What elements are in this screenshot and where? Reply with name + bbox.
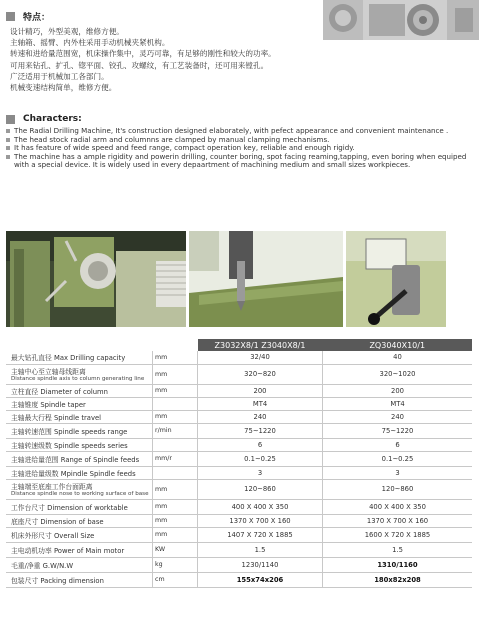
spec-value-model-1: 1407 X 720 X 1885: [198, 527, 323, 542]
spec-table: [6, 339, 472, 588]
spec-name-cell: [6, 514, 153, 527]
spec-value-model-2: 120~860: [323, 479, 473, 499]
machine-photo-headstock: [6, 231, 186, 327]
spec-table-body: [6, 351, 472, 587]
spec-header-model-1: Z3032X8/1 Z3040X8/1: [198, 339, 323, 351]
spec-name-cell: [6, 499, 153, 514]
spec-name-cell: [6, 364, 153, 384]
spec-name-en: Range of Spindle feeds: [60, 455, 140, 464]
spec-value-model-2: 6: [323, 438, 473, 451]
machine-photo-handle: [346, 231, 446, 327]
spec-name-cell: [6, 542, 153, 557]
spec-value-model-1: 1230/1140: [198, 557, 323, 572]
spec-value-model-2: MT4: [323, 397, 473, 410]
spec-name-cell: [6, 479, 153, 499]
spec-value-model-2: 400 X 400 X 350: [323, 499, 473, 514]
spec-name-cn: 主轴锥度: [11, 400, 39, 409]
spec-name-cn: 主轴转速级数: [11, 441, 52, 450]
spec-value-model-2: 1600 X 720 X 1885: [323, 527, 473, 542]
spec-value-model-1: 32/40: [198, 351, 323, 364]
spec-name-cn: 立柱直径: [11, 387, 39, 396]
spec-name-cell: [6, 557, 153, 572]
features-line: 转速和进给量范围宽，机床操作集中，灵巧可靠，有足够的刚性和较大的功率。: [10, 49, 276, 59]
table-row: [6, 542, 472, 557]
spec-unit-cell: mm/r: [153, 451, 198, 466]
spec-value-model-2: 3: [323, 466, 473, 479]
table-row: [6, 514, 472, 527]
spec-value-model-1: 1.5: [198, 542, 323, 557]
square-bullet-icon: [6, 115, 15, 124]
spec-value-model-1: 3: [198, 466, 323, 479]
spec-name-en: Spindle speeds range: [53, 427, 128, 436]
spec-unit-cell: r/min: [153, 423, 198, 438]
table-row: [6, 451, 472, 466]
characters-item: It has feature of wide speed and feed range, compact operation key, reliable and enough rigidy.: [6, 144, 476, 153]
spec-name-cell: [6, 384, 153, 397]
table-row: [6, 527, 472, 542]
spec-name-cn: 机床外形尺寸: [11, 531, 52, 540]
spec-unit-cell: [153, 466, 198, 479]
spec-unit-cell: [153, 397, 198, 410]
spec-value-model-1: 400 X 400 X 350: [198, 499, 323, 514]
spec-value-model-1: 320~820: [198, 364, 323, 384]
spec-header-unit-blank: [153, 339, 198, 351]
characters-item: The machine has a ample rigidity and powerin drilling, counter boring, spot facing reaming,tapping, even boring when equiped with a special device. It is widely used in every depaartment of machining medium and small sizes workpieces.: [6, 153, 476, 170]
spec-name-cn: 主轴最大行程: [11, 413, 52, 422]
spec-value-model-2: 200: [323, 384, 473, 397]
spec-unit-cell: mm: [153, 351, 198, 364]
spec-name-en: Diameter of column: [40, 387, 108, 396]
spec-value-model-1: MT4: [198, 397, 323, 410]
features-line: 主轴箱、摇臂、内外柱采用手动机械夹紧机构。: [10, 38, 170, 48]
spec-unit-cell: mm: [153, 499, 198, 514]
spec-name-cn: 包装尺寸: [11, 576, 39, 585]
spec-unit-cell: mm: [153, 514, 198, 527]
top-banner-photo: [323, 0, 479, 40]
spec-name-cn: 工作台尺寸: [11, 503, 45, 512]
spec-value-model-1: 120~860: [198, 479, 323, 499]
spec-name-en: G.W/N.W: [42, 561, 74, 570]
spec-value-model-2: 180x82x208: [323, 572, 473, 587]
table-row: [6, 384, 472, 397]
spec-name-cn: 主轴中心至立轴母线距离: [11, 368, 86, 376]
machine-photo-table: [189, 231, 343, 327]
spec-unit-cell: mm: [153, 410, 198, 423]
features-heading-text: 特点：: [23, 13, 51, 23]
spec-value-model-2: 320~1020: [323, 364, 473, 384]
spec-name-cn: 主轴进给量范围: [11, 455, 59, 464]
table-row: [6, 557, 472, 572]
spec-value-model-2: 40: [323, 351, 473, 364]
spec-unit-cell: cm: [153, 572, 198, 587]
spec-unit-cell: [153, 438, 198, 451]
spec-value-model-1: 75~1220: [198, 423, 323, 438]
spec-name-en: Power of Main motor: [53, 546, 125, 555]
spec-value-model-1: 240: [198, 410, 323, 423]
table-row: [6, 364, 472, 384]
table-row: [6, 410, 472, 423]
characters-heading-text: Characters:: [23, 114, 82, 124]
spec-name-cn: 最大钻孔直径: [11, 354, 52, 363]
spec-unit-cell: mm: [153, 527, 198, 542]
spec-name-en: Spindle taper: [40, 400, 86, 409]
spec-value-model-1: 6: [198, 438, 323, 451]
table-row: [6, 438, 472, 451]
spec-unit-cell: KW: [153, 542, 198, 557]
spec-name-cn: 主电动机功率: [11, 546, 52, 555]
spec-name-en: Spindle travel: [53, 413, 102, 422]
spec-unit-cell: mm: [153, 479, 198, 499]
spec-name-en: Dimension of base: [40, 517, 104, 526]
spec-value-model-2: 1310/1160: [323, 557, 473, 572]
table-row: [6, 397, 472, 410]
spec-name-en-sub: Distance spindle nose to working surface of base: [11, 491, 149, 497]
features-line: 机械变速结构简单，维修方便。: [10, 83, 117, 93]
table-row: [6, 351, 472, 364]
table-row: [6, 423, 472, 438]
spec-name-en: Spindle speeds series: [53, 441, 128, 450]
spec-value-model-2: 75~1220: [323, 423, 473, 438]
square-bullet-icon: [6, 12, 15, 21]
spec-name-en-sub: Distance spindle axis to column generating line: [11, 376, 145, 382]
features-line: 广泛适用于机械加工各部门。: [10, 71, 109, 81]
features-heading: [6, 10, 50, 23]
spec-name-cell: [6, 451, 153, 466]
features-line: 设计精巧，外型美观，维修方便。: [10, 27, 124, 36]
table-row: [6, 499, 472, 514]
spec-name-en: Packing dimension: [40, 576, 104, 585]
spec-table-header: [6, 339, 472, 351]
spec-unit-cell: mm: [153, 384, 198, 397]
spec-value-model-1: 0.1~0.25: [198, 451, 323, 466]
characters-item: The Radial Drilling Machine, It's construction designed elaborately, with pefect appearance and convenient maintenance .: [6, 127, 476, 136]
spec-name-cn: 主轴进给量级数: [11, 469, 59, 478]
spec-name-cn: 主轴转速范围: [11, 427, 52, 436]
spec-value-model-2: 240: [323, 410, 473, 423]
spec-value-model-2: 0.1~0.25: [323, 451, 473, 466]
spec-name-cell: [6, 466, 153, 479]
spec-value-model-1: 1370 X 700 X 160: [198, 514, 323, 527]
spec-name-cell: [6, 397, 153, 410]
spec-name-cell: [6, 423, 153, 438]
spec-name-en: Overall Size: [53, 531, 95, 540]
spec-name-cn: 底座尺寸: [11, 517, 39, 526]
spec-name-en: Mpindle Spindle feeds: [60, 469, 136, 478]
spec-value-model-2: 1370 X 700 X 160: [323, 514, 473, 527]
spec-name-cell: [6, 438, 153, 451]
spec-unit-cell: kg: [153, 557, 198, 572]
spec-unit-cell: mm: [153, 364, 198, 384]
features-list: [10, 26, 276, 93]
spec-name-cell: [6, 572, 153, 587]
table-row: [6, 572, 472, 587]
spec-header-blank: [6, 339, 153, 351]
characters-heading: [6, 114, 82, 124]
table-row: [6, 466, 472, 479]
spec-name-en: Dimension of worktable: [47, 503, 128, 512]
characters-list: [6, 127, 476, 170]
spec-name-cn: 主轴端至底座工作台面距离: [11, 483, 93, 491]
table-row: [6, 479, 472, 499]
spec-name-en: Max Drilling capacity: [53, 354, 126, 363]
characters-item: The head stock radial arm and columnns are clamped by manual clamping mechanisms.: [6, 136, 476, 145]
spec-name-cell: [6, 527, 153, 542]
spec-value-model-2: 1.5: [323, 542, 473, 557]
spec-name-cell: [6, 410, 153, 423]
spec-value-model-1: 155x74x206: [198, 572, 323, 587]
spec-value-model-1: 200: [198, 384, 323, 397]
spec-name-cn: 毛重/净重: [11, 561, 41, 570]
features-line: 可用来钻孔、扩孔、锪平面、铰孔、攻螺纹，有工艺装备时，还可用来镗孔。: [10, 60, 269, 70]
spec-header-model-2: ZQ3040X10/1: [323, 339, 473, 351]
spec-name-cell: [6, 351, 153, 364]
